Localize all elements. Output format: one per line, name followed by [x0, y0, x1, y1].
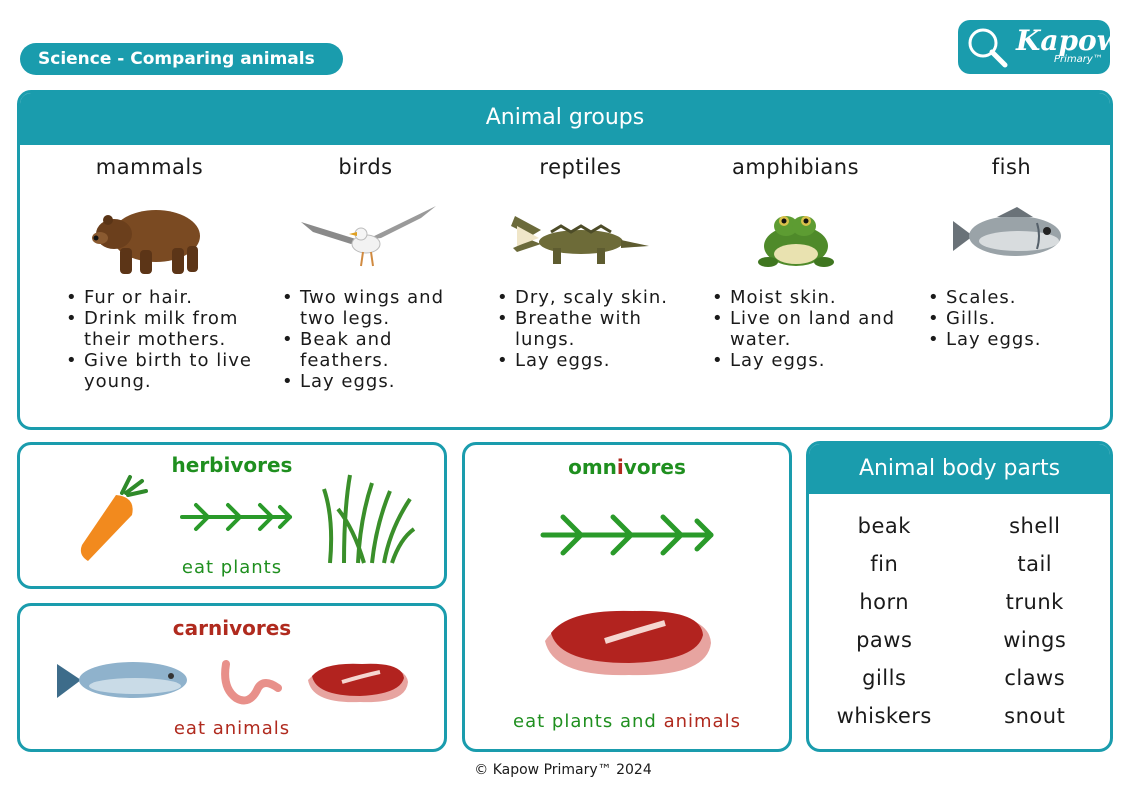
carnivores-title: carnivores — [172, 616, 292, 640]
fact-item: • Moist skin. — [714, 287, 903, 308]
omnivores-caption — [465, 711, 789, 732]
body-part-word: whiskers — [836, 704, 932, 728]
birds-facts — [258, 287, 473, 392]
mammals-facts — [42, 287, 257, 392]
omnivores-title-part: vores — [623, 455, 686, 479]
group-name: amphibians — [731, 155, 860, 179]
body-part-word: claws — [1004, 666, 1066, 690]
group-reptiles — [473, 145, 688, 371]
seagull-image — [258, 187, 473, 285]
body-part-word: shell — [1009, 514, 1061, 538]
group-amphibians — [688, 145, 903, 371]
copyright-footer: © Kapow Primary™ 2024 — [474, 762, 652, 778]
body-part-word: fin — [870, 552, 899, 576]
group-birds — [258, 145, 473, 392]
crocodile-image — [473, 187, 688, 285]
steak-icon — [539, 605, 715, 681]
fact-item: • Breathe with lungs. — [499, 308, 688, 350]
body-part-word: gills — [862, 666, 907, 690]
fact-item: • Lay eggs. — [284, 371, 473, 392]
grass-icon — [320, 469, 416, 565]
herbivores-panel — [17, 442, 447, 589]
fact-item: • Dry, scaly skin. — [499, 287, 688, 308]
caption-plants: eat plants — [513, 711, 614, 732]
body-parts-title: Animal body parts — [809, 444, 1110, 494]
caption-animals: animals — [663, 711, 741, 732]
body-part-word: tail — [1017, 552, 1053, 576]
plant-arrow-icon — [539, 507, 719, 563]
fact-item: • Two wings and two legs. — [284, 287, 473, 329]
subject-badge — [20, 43, 343, 75]
animal-groups-title: Animal groups — [20, 93, 1110, 145]
group-fish — [904, 145, 1113, 350]
herbivores-caption: eat plants — [181, 557, 283, 578]
fish-image — [904, 187, 1113, 285]
caption-and: and — [619, 711, 657, 732]
fact-item: • Drink milk from their mothers. — [68, 308, 257, 350]
plant-arrow-icon — [178, 497, 298, 537]
fact-item: • Gills. — [930, 308, 1113, 329]
kapow-logo — [958, 20, 1121, 74]
body-part-word: snout — [1004, 704, 1066, 728]
herbivores-title: herbivores — [171, 453, 293, 477]
steak-icon — [302, 658, 414, 708]
worm-icon — [218, 658, 282, 706]
group-name: fish — [991, 155, 1032, 179]
group-name: birds — [338, 155, 393, 179]
body-parts-panel — [806, 441, 1113, 752]
group-name: reptiles — [539, 155, 622, 179]
fact-item: • Lay eggs. — [930, 329, 1113, 350]
body-part-word: paws — [856, 628, 913, 652]
body-part-word: trunk — [1005, 590, 1064, 614]
bear-image — [42, 187, 257, 285]
reptiles-facts — [473, 287, 688, 371]
amphibians-facts — [688, 287, 903, 371]
logo-sub: Primary™ — [1054, 54, 1103, 65]
fish-icon — [55, 656, 190, 704]
fish-facts — [904, 287, 1113, 350]
omnivores-title — [465, 455, 789, 479]
group-name: mammals — [95, 155, 204, 179]
fact-item: • Beak and feathers. — [284, 329, 473, 371]
body-part-word: beak — [857, 514, 911, 538]
body-part-word: horn — [859, 590, 910, 614]
fact-item: • Scales. — [930, 287, 1113, 308]
fact-item: • Lay eggs. — [499, 350, 688, 371]
omnivores-title-part: i — [616, 455, 624, 479]
body-part-word: wings — [1003, 628, 1067, 652]
subject-badge-label: Science - Comparing animals — [38, 49, 315, 69]
animal-groups-panel — [17, 90, 1113, 430]
magnifier-icon — [964, 24, 1010, 70]
group-mammals — [42, 145, 257, 392]
carnivores-panel — [17, 603, 447, 752]
fact-item: • Lay eggs. — [714, 350, 903, 371]
omnivores-title-part: omn — [568, 455, 617, 479]
frog-image — [688, 187, 903, 285]
omnivores-panel — [462, 442, 792, 752]
carrot-icon — [70, 471, 160, 563]
fact-item: • Fur or hair. — [68, 287, 257, 308]
body-parts-list — [809, 514, 1110, 728]
logo-name: Kapow — [1016, 24, 1121, 57]
carnivores-caption: eat animals — [173, 718, 291, 739]
fact-item: • Live on land and water. — [714, 308, 903, 350]
fact-item: • Give birth to live young. — [68, 350, 257, 392]
